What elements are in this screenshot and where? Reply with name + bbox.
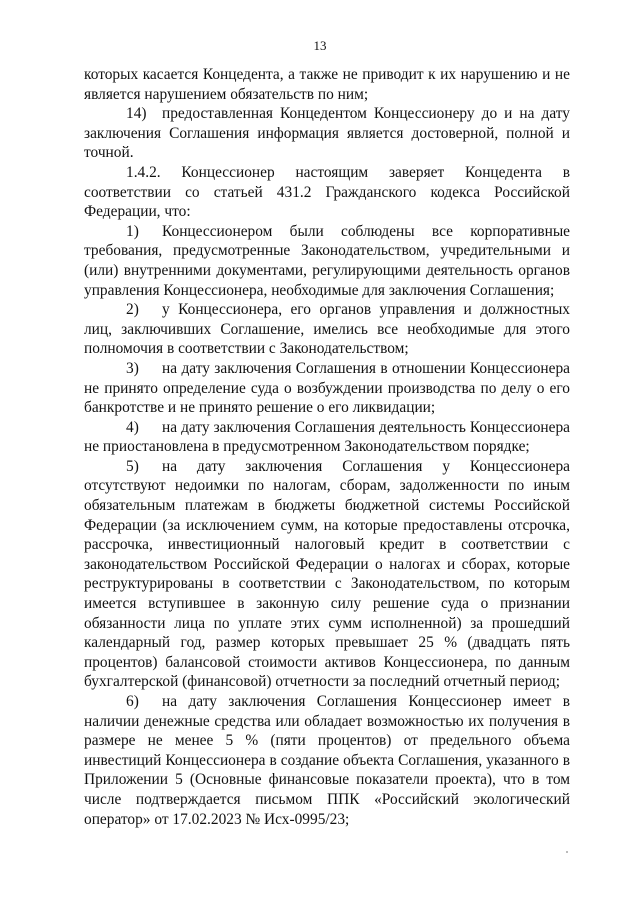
section-paragraph: 1.4.2. Концессионер настоящим заверяет Концедента в соответствии со статьей 431.2 Гражданского кодекса Российской Федерации, что:	[84, 163, 570, 221]
list-item-number: 2)	[126, 301, 139, 319]
list-item-number: 4)	[126, 418, 139, 436]
list-item	[84, 418, 570, 457]
list-item-text: Концессионером были соблюдены все корпоративные требования, предусмотренные Законодательством, учредительными и (или) внутренними документами, регулирующими деятельность органов управления Концессионера, необходимые для заключения Соглашения;	[84, 222, 570, 299]
list-item-text: предоставленная Концедентом Концессионеру до и на дату заключения Соглашения информация является достоверной, полной и точной.	[84, 105, 570, 162]
page-number: 13	[313, 38, 327, 53]
list-item	[84, 359, 570, 418]
intro-paragraph: которых касается Концедента, а также не приводит к их нарушению и не является нарушением обязательств по ним;	[84, 66, 570, 103]
list-item-text: на дату заключения Соглашения у Концессионера отсутствуют недоимки по налогам, сборам, задолженности по иным обязательным платежам в бюджеты бюджетной системы Российской Федерации (за исключением сумм, на которые предоставлены отсрочка, рассрочка, инвестиционный налоговый кредит в соответствии с законодательством Российской Федерации о налогах и сборах, которые реструктурированы в соответствии с Законодательством, по которым имеется вступившее в законную силу решение суда о признании обязанности лица по уплате этих сумм исполненной) за прошедший календарный год, размер которых превышает 25 % (двадцать пять процентов) балансовой стоимости активов Концессионера, по данным бухгалтерской (финансовой) отчетности за последний отчетный период;	[84, 457, 570, 691]
list-item-text: на дату заключения Соглашения Концессионер имеет в наличии денежные средства или обладает возможностью их получения в размере не менее 5 % (пяти процентов) от предельного объема инвестиций Концессионера в создание объекта Соглашения, указанного в Приложении 5 (Основные финансовые показатели проекта), что в том числе подтверждается письмом ППК «Российский экологический оператор» от 17.02.2023 № Исх-0995/23;	[84, 693, 570, 828]
list-item-number: 14)	[126, 105, 147, 123]
list-item-number: 5)	[126, 457, 139, 475]
list-item-text: у Концессионера, его органов управления и должностных лиц, заключивших Соглашение, имелись все необходимые для этого полномочия в соответствии с Законодательством;	[84, 301, 570, 358]
list-item-text: на дату заключения Соглашения в отношении Концессионера не принято определение суда о возбуждении производства по делу о его банкротстве и не принято решение о его ликвидации;	[84, 359, 570, 417]
list-item	[84, 457, 570, 692]
list-item	[84, 104, 570, 163]
list-item-number: 1)	[126, 222, 139, 240]
list-item-number: 3)	[126, 359, 139, 377]
list-item-text: на дату заключения Соглашения деятельность Концессионера не приостановлена в предусмотренном Законодательством порядке;	[84, 418, 570, 456]
list-item	[84, 692, 570, 829]
list-item	[84, 222, 570, 300]
list-item-number: 6)	[126, 693, 139, 710]
scan-speck	[566, 851, 568, 853]
list-item	[84, 300, 570, 359]
document-body	[84, 65, 570, 829]
